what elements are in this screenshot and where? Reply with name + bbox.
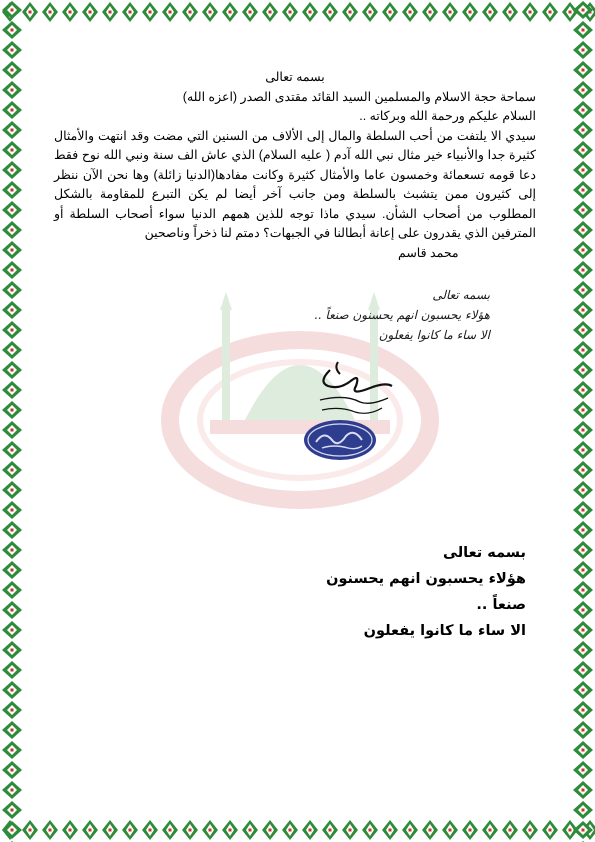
border-top [0,0,595,24]
handwritten-signature [300,352,410,424]
typed-reply [300,540,526,644]
letter-addressee: سماحة حجة الاسلام والمسلمين السيد القائد مقتدى الصدر (اعزه الله) [182,89,536,104]
petition-letter [54,68,536,263]
handwritten-line-2: هؤلاء يحسبون انهم يحسنون صنعاً .. [313,308,490,322]
border-pattern-bottom [0,818,595,842]
handwritten-line-3: الا ساء ما كانوا يفعلون [378,328,490,342]
border-bottom [0,818,595,842]
letter-greeting: السلام عليكم ورحمة الله وبركاته .. [359,109,536,123]
border-right [571,0,595,842]
typed-reply-line-3: الا ساء ما كانوا يفعلون [363,623,526,639]
letter-body: سيدي الا يلتفت من أحب السلطة والمال إلى الألاف من السنين التي مضت وقد انتهت والأمثال كثيرة جدا والأنبياء خير مثال نبي الله آدم ( عليه السلام) الذي عاش الف سنة ونبي الله نوح فقط دعا قومه تسعمائة وخمسون عاما والأمثال كثيرة وكانت مفادها(الدنيا زائلة) وها نحن الآن ننظر إلى كثيرون ممن يتشبث بالسلطة ومن جانب آخر أيضا لم يكن التبرع للمقاومة بالشكل المطلوب من أصحاب الشأن. سيدي ماذا توجه للذين همهم الدنيا سواء أصحاب السلطة أو المترفين الذي يقدرون على إعانة أبطالنا في الجبهات؟ دمتم لنا ذخراً وناصحين [54,128,536,240]
border-pattern-right [571,0,595,842]
letter-sender: محمد قاسم [398,245,459,260]
typed-reply-line-2: هؤلاء يحسبون انهم يحسنون صنعاً .. [326,571,526,613]
typed-reply-line-1: بسمه تعالى [443,545,526,561]
border-pattern-top [0,0,595,24]
handwritten-line-1: بسمه تعالى [432,288,490,302]
letter-bismillah: بسمه تعالى [265,70,325,84]
official-seal-stamp [302,418,378,462]
handwritten-reply [300,285,490,345]
border-pattern-left [0,0,24,842]
border-left [0,0,24,842]
